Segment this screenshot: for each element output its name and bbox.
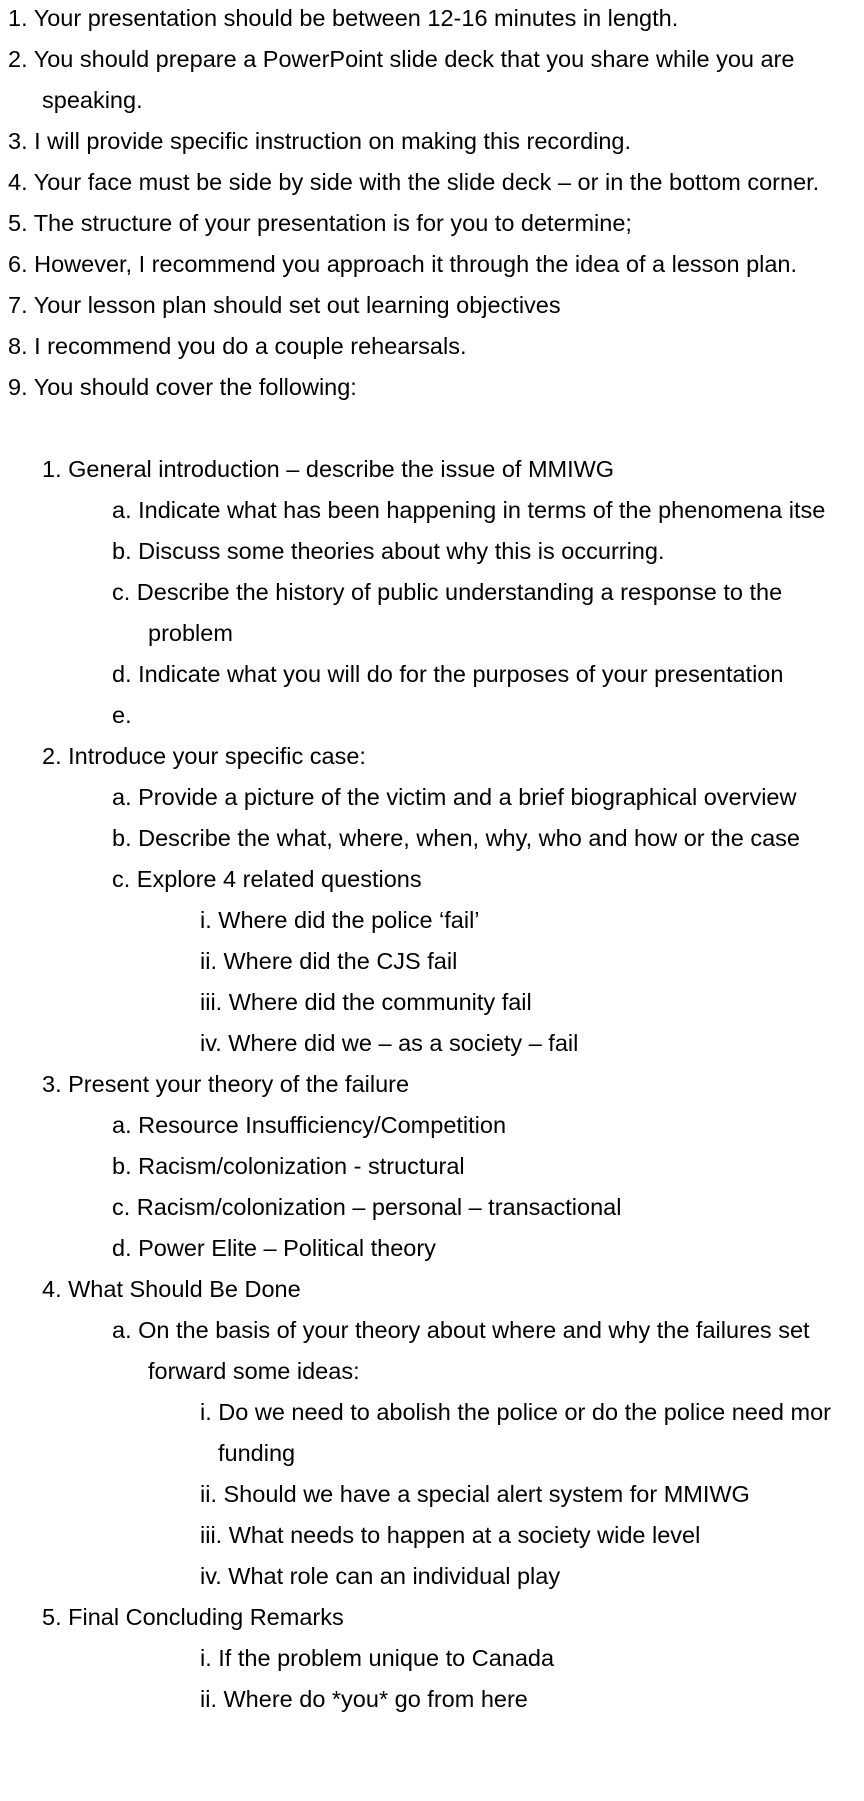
sub-item: a. Resource Insufficiency/Competition xyxy=(112,1112,507,1138)
sub-item: b. Describe the what, where, when, why, who and how or the case xyxy=(112,825,800,851)
list-item: 4. Your face must be side by side with the slide deck – or in the bottom corner. xyxy=(8,169,820,195)
list-item: 3. I will provide specific instruction on making this recording. xyxy=(8,128,632,154)
sub-item: a. On the basis of your theory about where and why the failures set xyxy=(112,1317,810,1343)
sub-item: b. Racism/colonization - structural xyxy=(112,1153,465,1179)
sub-item: d. Indicate what you will do for the purposes of your presentation xyxy=(112,661,784,687)
roman-item: ii. Where do *you* go from here xyxy=(200,1686,528,1712)
list-item: 1. Your presentation should be between 12-16 minutes in length. xyxy=(8,5,679,31)
section-heading: 3. Present your theory of the failure xyxy=(42,1071,410,1097)
roman-item: iv. Where did we – as a society – fail xyxy=(200,1030,579,1056)
roman-item: i. Do we need to abolish the police or do the police need mor xyxy=(200,1399,831,1425)
sub-item: b. Discuss some theories about why this is occurring. xyxy=(112,538,665,564)
roman-item: ii. Where did the CJS fail xyxy=(200,948,458,974)
roman-item: iii. What needs to happen at a society wide level xyxy=(200,1522,701,1548)
list-item: 9. You should cover the following: xyxy=(8,374,357,400)
list-item: 5. The structure of your presentation is for you to determine; xyxy=(8,210,632,236)
list-item: 7. Your lesson plan should set out learning objectives xyxy=(8,292,561,318)
sub-item: a. Indicate what has been happening in terms of the phenomena itse xyxy=(112,497,826,523)
section-heading: 5. Final Concluding Remarks xyxy=(42,1604,344,1630)
roman-item-continuation: funding xyxy=(218,1440,296,1466)
roman-item: ii. Should we have a special alert system for MMIWG xyxy=(200,1481,750,1507)
list-item: 8. I recommend you do a couple rehearsals. xyxy=(8,333,467,359)
list-item: 2. You should prepare a PowerPoint slide deck that you share while you are xyxy=(8,46,795,72)
roman-item: iii. Where did the community fail xyxy=(200,989,532,1015)
sub-item: c. Describe the history of public understanding a response to the xyxy=(112,579,783,605)
roman-item: i. If the problem unique to Canada xyxy=(200,1645,555,1671)
list-item-continuation: speaking. xyxy=(42,87,143,113)
sub-item: d. Power Elite – Political theory xyxy=(112,1235,436,1261)
section-heading: 2. Introduce your specific case: xyxy=(42,743,366,769)
sub-item: e. xyxy=(112,702,132,728)
section-heading: 1. General introduction – describe the issue of MMIWG xyxy=(42,456,615,482)
sub-item-continuation: forward some ideas: xyxy=(148,1358,360,1384)
list-item: 6. However, I recommend you approach it through the idea of a lesson plan. xyxy=(8,251,798,277)
sub-item-continuation: problem xyxy=(148,620,233,646)
sub-item: a. Provide a picture of the victim and a brief biographical overview xyxy=(112,784,797,810)
roman-item: i. Where did the police ‘fail’ xyxy=(200,907,480,933)
roman-item: iv. What role can an individual play xyxy=(200,1563,561,1589)
section-heading: 4. What Should Be Done xyxy=(42,1276,301,1302)
sub-item: c. Explore 4 related questions xyxy=(112,866,422,892)
sub-item: c. Racism/colonization – personal – transactional xyxy=(112,1194,622,1220)
